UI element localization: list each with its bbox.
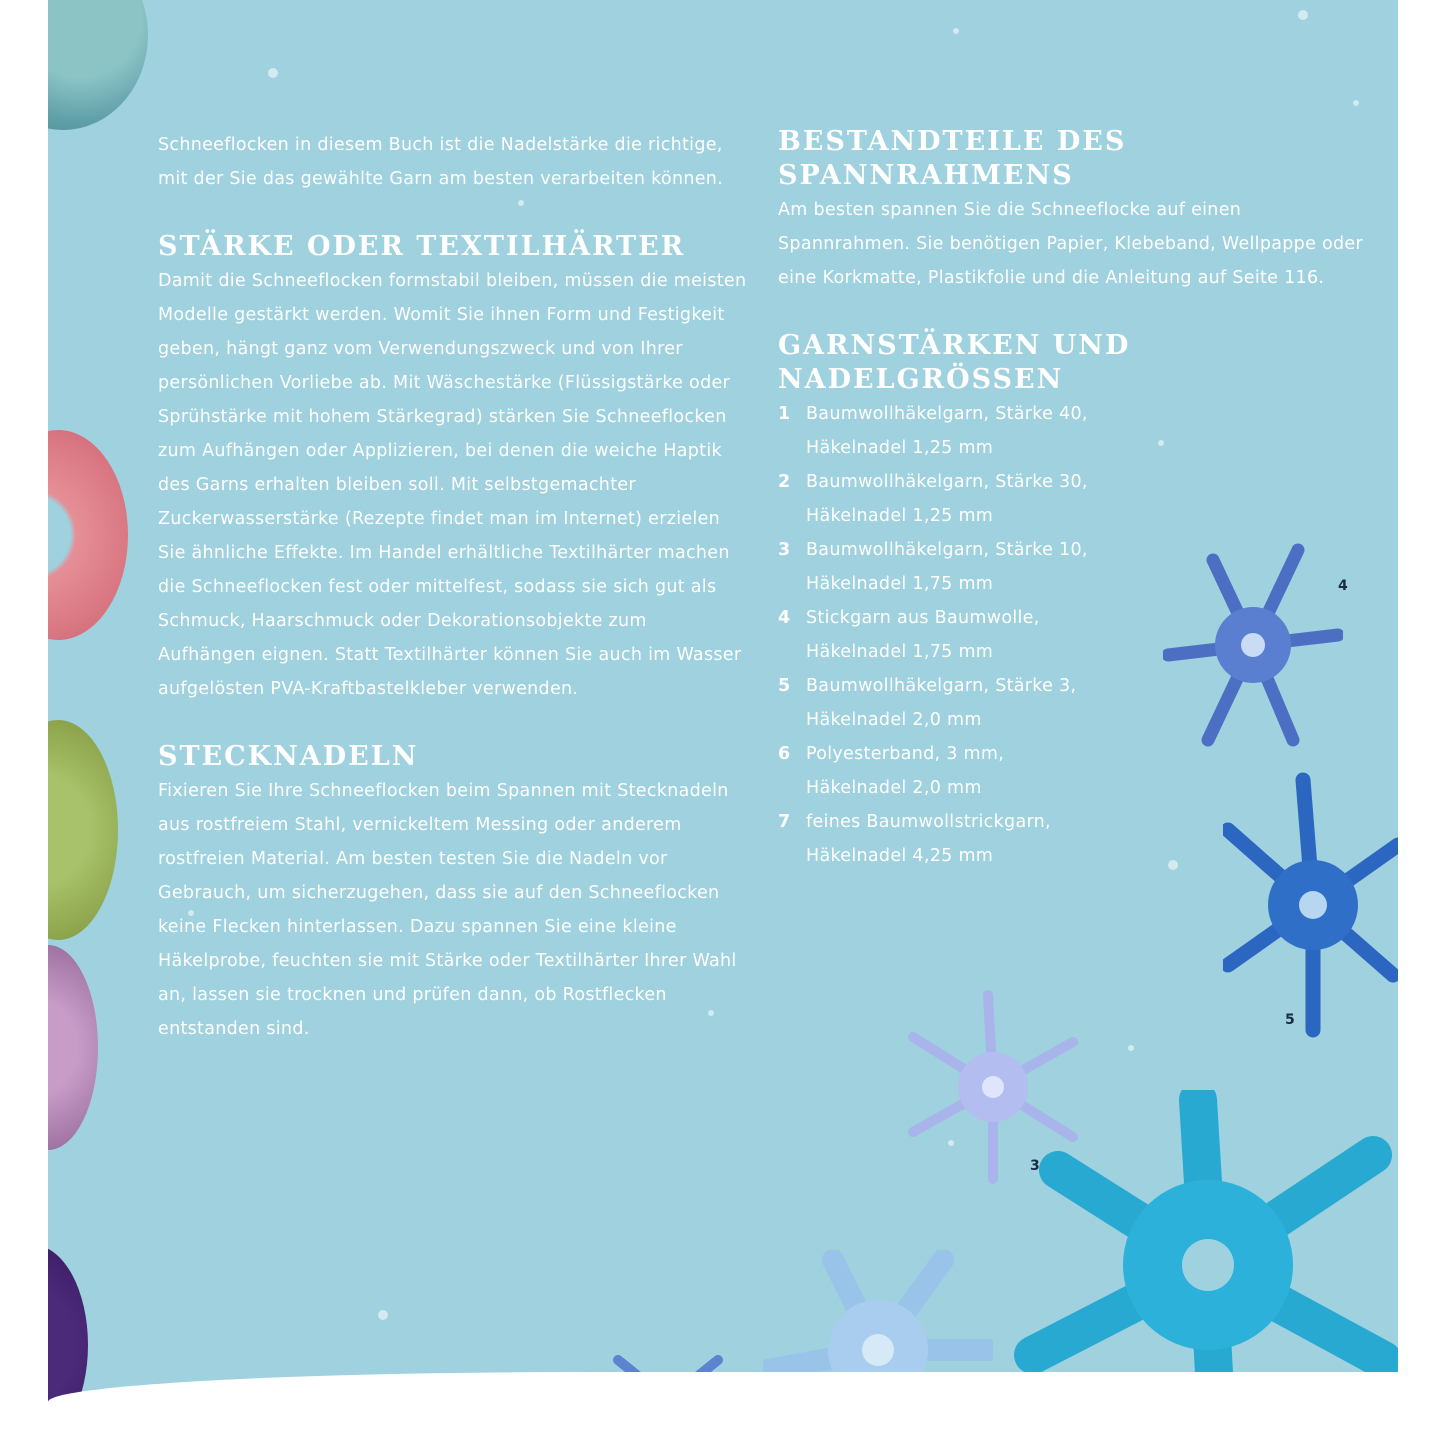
intro-paragraph: Schneeflocken in diesem Buch ist die Nadelstärke die richtige, mit der Sie das gewählte Garn am besten verarbeiten können. [158, 135, 724, 189]
list-item: 5 Baumwollhäkelgarn, Stärke 3, Häkelnadel 2,0 mm [778, 676, 1077, 730]
snow-dot [1298, 10, 1308, 20]
list-item: 1 Baumwollhäkelgarn, Stärke 40, Häkelnadel 1,25 mm [778, 404, 1088, 458]
left-column [158, 128, 748, 1080]
list-item: 2 Baumwollhäkelgarn, Stärke 30, Häkelnadel 1,25 mm [778, 472, 1088, 526]
list-item: 6 Polyesterband, 3 mm, Häkelnadel 2,0 mm [778, 744, 1005, 798]
section-starch [158, 230, 748, 706]
snow-dot [953, 28, 959, 34]
photo-label: 3 [1030, 1158, 1040, 1174]
section-frame [778, 125, 1368, 295]
list-item: 4 Stickgarn aus Baumwolle, Häkelnadel 1,75 mm [778, 608, 1040, 662]
section-pins [158, 740, 748, 1046]
section-heading: GARNSTÄRKEN UND NADELGRÖSSEN [778, 330, 1131, 395]
section-heading: STÄRKE ODER TEXTILHÄRTER [158, 231, 686, 262]
section-heading: STECKNADELN [158, 741, 419, 772]
section-body: Damit die Schneeflocken formstabil bleiben, müssen die meisten Modelle gestärkt werden. Womit Sie ihnen Form und Festigkeit geben, hängt ganz vom Verwendungszweck und von Ihrer persönlichen Vorliebe ab. Mit Wäschestärke (Flüssigstärke oder Sprühstärke mit hohem Stärkegrad) stärken Sie Schneeflocken zum Aufhängen oder Applizieren, bei denen die weiche Haptik des Garns erhalten bleiben soll. Mit selbstgemachter Zuckerwasserstärke (Rezepte findet man im Internet) erzielen Sie ähnliche Effekte. Im Handel erhältliche Textilhärter machen die Schneeflocken fest oder mittelfest, sodass sie sich gut als Schmuck, Haarschmuck oder Dekorationsobjekte zum Aufhängen eignen. Statt Textilhärter können Sie auch im Wasser aufgelösten PVA-Kraftbastelkleber verwenden. [158, 271, 747, 699]
section-body: Fixieren Sie Ihre Schneeflocken beim Spannen mit Stecknadeln aus rostfreiem Stahl, vernickeltem Messing oder anderem rostfreien Material. Am besten testen Sie die Nadeln vor Gebrauch, um sicherzugehen, dass sie auf den Schneeflocken keine Flecken hinterlassen. Dazu spannen Sie eine kleine Häkelprobe, feuchten sie mit Stärke oder Textilhärter Ihrer Wahl an, lassen sie trocknen und prüfen dann, ob Rostflecken entstanden sind. [158, 781, 737, 1039]
snow-dot [378, 1310, 388, 1320]
list-item: 7 feines Baumwollstrickgarn, Häkelnadel 4,25 mm [778, 812, 1051, 866]
yarn-ball [48, 430, 128, 640]
yarn-ball [48, 720, 118, 940]
snow-dot [1353, 100, 1359, 106]
yarn-ball [48, 945, 98, 1150]
snow-dot [1128, 1045, 1134, 1051]
yarn-ball [48, 0, 148, 130]
list-item: 3 Baumwollhäkelgarn, Stärke 10, Häkelnadel 1,75 mm [778, 540, 1088, 594]
book-page [48, 0, 1398, 1445]
section-body: Am besten spannen Sie die Schneeflocke auf einen Spannrahmen. Sie benötigen Papier, Klebeband, Wellpappe oder eine Korkmatte, Plastikfolie und die Anleitung auf Seite 116. [778, 200, 1363, 288]
snowflake-icon [1223, 770, 1398, 1040]
snow-ground [48, 1372, 1398, 1445]
snow-dot [268, 68, 278, 78]
photo-label: 4 [1338, 578, 1348, 594]
photo-label: 5 [1285, 1012, 1295, 1028]
section-heading: BESTANDTEILE DES SPANNRAHMENS [778, 126, 1127, 191]
snowflake-icon [1163, 540, 1343, 750]
